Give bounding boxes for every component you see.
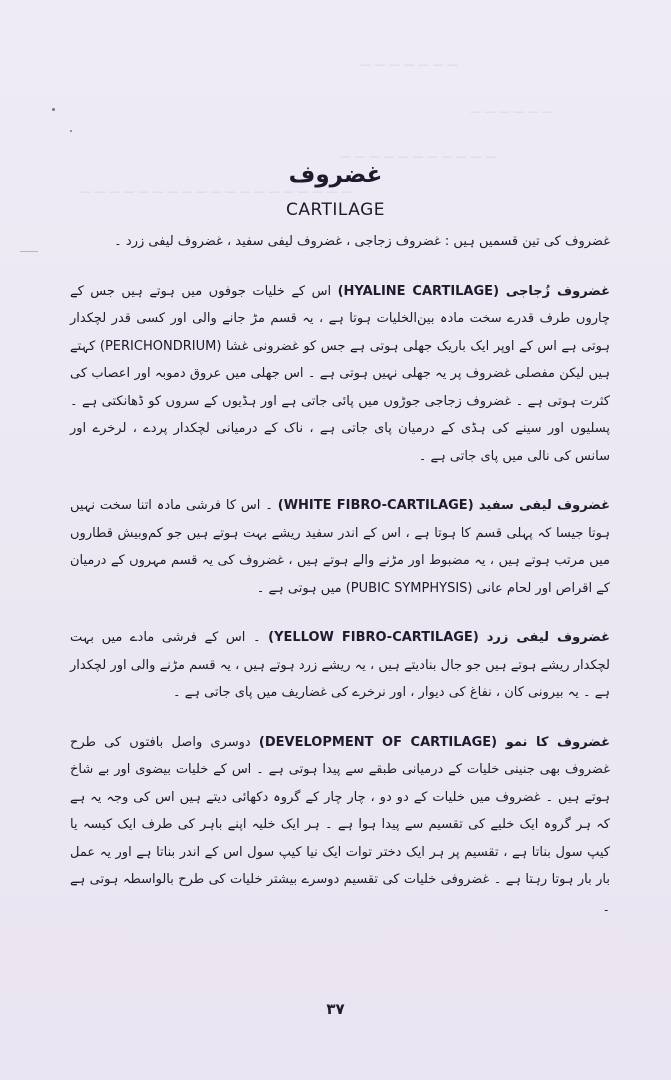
page-title-english: CARTILAGE: [285, 200, 386, 220]
page-speck: [52, 108, 55, 111]
margin-mark: [20, 251, 38, 252]
bleed-through-marks: — — — — — — — — — — —: [340, 150, 496, 163]
paragraph-text: دوسری واصل بافتوں کی طرح غضروف بھی جنینی خلیات کے درمیانی طبقے سے پیدا ہوتی ہے ۔ اس کے خلیات بیضوی اور بے شاخ ہوتے ہیں ۔ غضروف میں خلیات کے دو دو ، چار چار کے گروہ دکھائی دیتے ہیں اس کی وجہ یہ ہے کہ ہر گروہ ایک خلیے کی تقسیم سے پیدا ہوا ہے ۔ ہر ایک خلیہ اپنے باہر کی طرف ایک کیسہ یا کیپ سول بناتا ہے ، تقسیم پر ہر ایک دختر توات ایک نیا کیپ سول اس کے اندر بناتا ہے اور یہ عمل بار بار ہوتا رہتا ہے ۔ غضروفی خلیات کی تقسیم دوسرے بیشتر خلیات کی طرح بالواسطہ ہوتی ہے ۔: [70, 734, 610, 915]
page-speck: [70, 130, 72, 132]
paragraph-heading: غضروف کا نمو (DEVELOPMENT OF CARTILAGE): [258, 734, 610, 750]
paragraph-hyaline: [70, 278, 610, 471]
bleed-through-marks: — — — — — — —: [360, 58, 458, 71]
paragraph-yellow-fibro: [70, 624, 610, 707]
paragraph-heading: غضروف زُجاجی (HYALINE CARTILAGE): [337, 283, 610, 299]
paragraph-white-fibro: [70, 492, 610, 602]
paragraph-text: غضروف کی تین قسمیں ہیں : غضروف زجاجی ، غضروف لیفی سفید ، غضروف لیفی زرد ۔: [114, 234, 610, 249]
body-text: [70, 228, 610, 943]
paragraph-text: ۔ اس کا فرشی مادہ اتنا سخت نہیں ہوتا جیسا کہ پہلی قسم کا ہوتا ہے ، اس کے اندر سفید ریشے بہت ہوتے ہیں جو کم‌وبیش قطاروں میں مرتب ہوتے ہیں ، یہ مضبوط اور مڑنے والے ہوتے ہیں ، غضروف کی یہ قسم مہروں کے درمیان کے اقراص اور لحام عانی (PUBIC SYMPHYSIS) میں ہوتی ہے ۔: [70, 498, 610, 596]
bleed-through-marks: — — — — — — — — — — — — — — — — — — —: [80, 185, 352, 198]
paragraph-heading: غضروف لیفی سفید (WHITE FIBRO-CARTILAGE): [277, 498, 610, 513]
paragraph-heading: غضروف لیفی زرد (YELLOW FIBRO-CARTILAGE): [268, 630, 610, 645]
page-number: ۳۷: [326, 1000, 345, 1018]
paragraph-intro: [70, 228, 610, 256]
paragraph-text: اس کے خلیات جوفوں میں ہوتے ہیں جس کے چاروں طرف قدرے سخت مادہ بین‌الخلیات ہوتا ہے ، یہ قسم مڑ جانے والی اور کسی قدر لچکدار ہوتی ہے اس کے اوپر ایک باریک جھلی ہوتی ہے جس کو غضرونی غشا (PERICHONDRIUM) کہتے ہیں لیکن مفصلی غضروف پر یہ جھلی نہیں ہوتی ہے ۔ اس جھلی میں عروق دموبہ اور اعصاب کی کثرت ہوتی ہے ۔ غضروف زجاجی جوڑوں میں پائی جاتی ہے اور ہڈیوں کے سروں کو ڈھانکتی ہے ۔ پسلیوں اور سینے کی ہڈی کے درمیان پای جاتی ہے ، ناک کے درمیانی لچکدار پردے ، لرخرے اور سانس کی نالی میں پای جاتی ہے ۔: [70, 283, 610, 464]
bleed-through-marks: — — — — — —: [470, 105, 554, 118]
paragraph-development: [70, 729, 610, 922]
paragraph-text: ۔ اس کے فرشی مادے میں بہت لچکدار ریشے ہوتے ہیں جو جال بنادیتے ہیں ، یہ ریشے زرد ہوتے ہیں ، یہ قسم مڑنے والی اور لچکدار ہے ۔ یہ بیرونی کان ، نفاغ کی دیوار ، اور نرخرے کی غضاریف میں پای جاتی ہے ۔: [70, 630, 610, 700]
page-title-urdu: غضروف: [288, 162, 383, 188]
